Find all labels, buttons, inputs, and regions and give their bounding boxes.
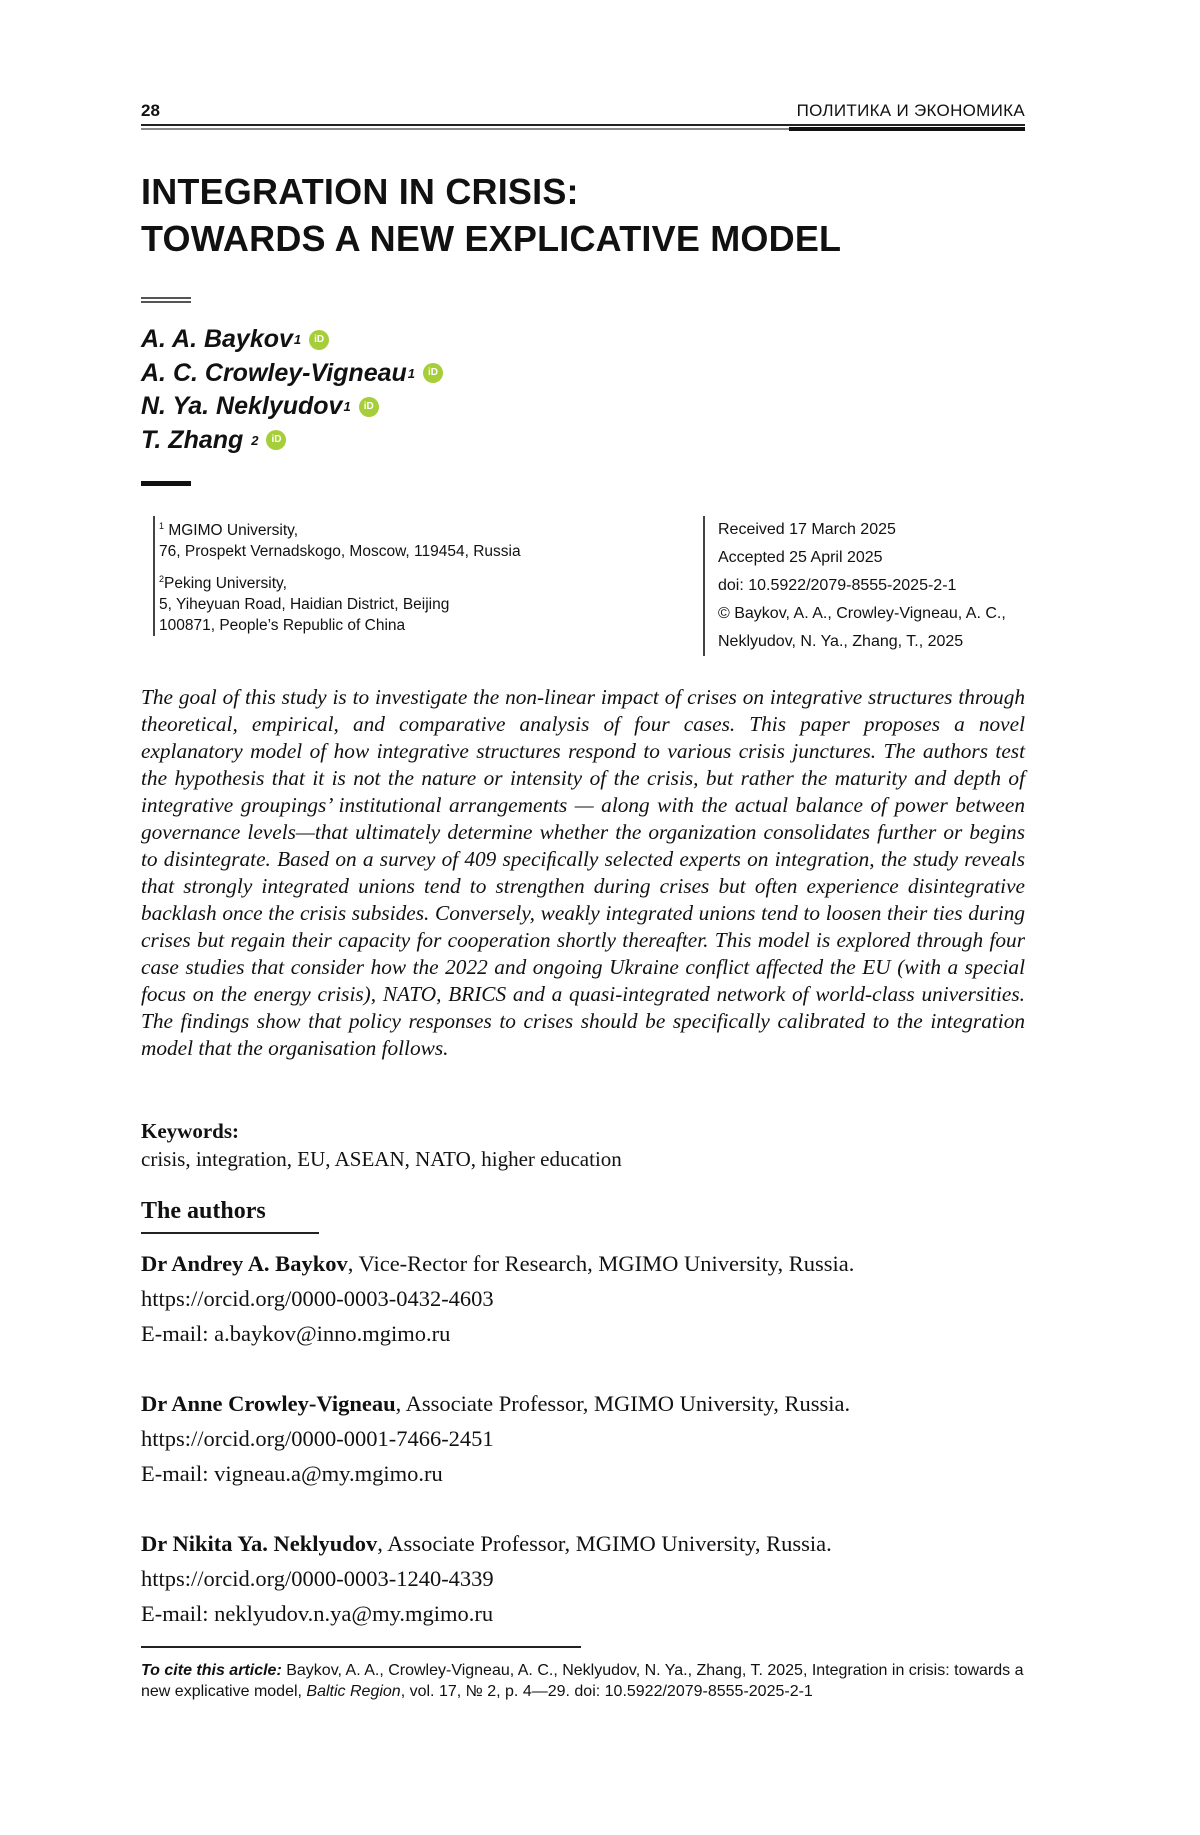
- orcid-link[interactable]: https://orcid.org/0000-0003-0432-4603: [141, 1281, 854, 1316]
- title-line-1: INTEGRATION IN CRISIS:: [141, 168, 841, 215]
- citation: [141, 1660, 1041, 1702]
- author-bio: [141, 1526, 854, 1631]
- author-bios: [141, 1246, 854, 1666]
- author-affiliation: 1: [294, 323, 301, 357]
- authors-heading: The authors: [141, 1198, 266, 1225]
- author: [141, 424, 443, 458]
- affiliation-name: MGIMO University,: [168, 522, 298, 539]
- email[interactable]: E-mail: a.baykov@inno.mgimo.ru: [141, 1316, 854, 1351]
- title-line-2: TOWARDS A NEW EXPLICATIVE MODEL: [141, 215, 841, 262]
- author-affiliation: 2: [251, 424, 258, 458]
- orcid-icon[interactable]: iD: [359, 397, 379, 417]
- affiliation-number: 1: [159, 521, 164, 531]
- affiliation-address: 100871, People’s Republic of China: [159, 615, 521, 636]
- author-list: [141, 323, 443, 457]
- authors-heading-rule: [141, 1232, 319, 1234]
- bio-role: , Associate Professor, MGIMO University, Russia.: [396, 1391, 850, 1416]
- bio-name: Dr Nikita Ya. Neklyudov: [141, 1531, 377, 1556]
- double-rule: [141, 297, 191, 303]
- article-title: [141, 168, 841, 262]
- citation-text: , vol. 17, № 2, p. 4—29. doi: 10.5922/2079-8555-2025-2-1: [401, 1683, 813, 1700]
- orcid-icon[interactable]: iD: [309, 330, 329, 350]
- bio-role: , Vice-Rector for Research, MGIMO University, Russia.: [348, 1251, 855, 1276]
- copyright: Neklyudov, N. Ya., Zhang, T., 2025: [718, 628, 1006, 656]
- citation-text: Baykov, A. A., Crowley-Vigneau, A. C., Neklyudov, N. Ya., Zhang, T. 2025, Integration in crisis: towards a new explicative model,: [141, 1662, 1023, 1700]
- email[interactable]: E-mail: vigneau.a@my.mgimo.ru: [141, 1456, 854, 1491]
- author-name: N. Ya. Neklyudov: [141, 390, 342, 424]
- author: [141, 390, 443, 424]
- bio-name: Dr Anne Crowley-Vigneau: [141, 1391, 396, 1416]
- doi: doi: 10.5922/2079-8555-2025-2-1: [718, 572, 1006, 600]
- orcid-icon[interactable]: iD: [266, 430, 286, 450]
- thick-rule: [141, 481, 191, 486]
- email[interactable]: E-mail: neklyudov.n.ya@my.mgimo.ru: [141, 1596, 854, 1631]
- author-name: A. C. Crowley-Vigneau: [141, 357, 407, 391]
- affiliations: [153, 516, 521, 636]
- bio-name: Dr Andrey A. Baykov: [141, 1251, 348, 1276]
- affiliation-address: 5, Yiheyuan Road, Haidian District, Beijing: [159, 594, 521, 615]
- affiliation-address: 76, Prospekt Vernadskogo, Moscow, 119454, Russia: [159, 541, 521, 562]
- received-date: Received 17 March 2025: [718, 516, 1006, 544]
- orcid-link[interactable]: https://orcid.org/0000-0003-1240-4339: [141, 1561, 854, 1596]
- orcid-icon[interactable]: iD: [423, 363, 443, 383]
- author: [141, 357, 443, 391]
- citation-journal: Baltic Region: [306, 1683, 400, 1700]
- bio-role: , Associate Professor, MGIMO University, Russia.: [377, 1531, 831, 1556]
- footnote-rule: [141, 1646, 581, 1648]
- author-name: A. A. Baykov: [141, 323, 293, 357]
- affiliation-name: Peking University,: [164, 575, 287, 592]
- author-affiliation: 1: [408, 357, 415, 391]
- page-number: 28: [141, 101, 160, 121]
- header-rule: [141, 124, 1025, 130]
- author: [141, 323, 443, 357]
- keywords-value: crisis, integration, EU, ASEAN, NATO, higher education: [141, 1145, 622, 1173]
- citation-label: To cite this article:: [141, 1662, 282, 1679]
- abstract: The goal of this study is to investigate the non-linear impact of crises on integrative structures through theoretical, empirical, and comparative analysis of four cases. This paper proposes a novel explanatory model of how integrative structures respond to various crisis junctures. The authors test the hypothesis that it is not the nature or intensity of the crisis, but rather the maturity and depth of integrative groupings’ institutional arrangements — along with the actual balance of power between governance levels—that ultimately determine whether the organization consolidates further or begins to disintegrate. Based on a survey of 409 speciﬁcally selected experts on integration, the study reveals that strongly integrated unions tend to strengthen during crises but often experience disintegrative backlash once the crisis subsides. Conversely, weakly integrated unions tend to loosen their ties during crises but regain their capacity for cooperation shortly thereafter. This model is explored through four case studies that consider how the 2022 and ongoing Ukraine conflict affected the EU (with a special focus on the energy crisis), NATO, BRICS and a quasi-integrated network of world-class universities. The findings show that policy responses to crises should be specifically calibrated to the integration model that the organisation follows.: [141, 684, 1025, 1062]
- orcid-link[interactable]: https://orcid.org/0000-0001-7466-2451: [141, 1421, 854, 1456]
- keywords-label: Keywords:: [141, 1117, 622, 1145]
- author-bio: [141, 1386, 854, 1491]
- article-dates: [703, 516, 1006, 656]
- author-bio: [141, 1246, 854, 1351]
- author-name: T. Zhang: [141, 424, 250, 458]
- copyright: © Baykov, A. A., Crowley-Vigneau, A. C.,: [718, 600, 1006, 628]
- keywords: [141, 1117, 622, 1173]
- affiliation-number: 2: [159, 574, 164, 584]
- section-title: ПОЛИТИКА И ЭКОНОМИКА: [797, 101, 1025, 121]
- accepted-date: Accepted 25 April 2025: [718, 544, 1006, 572]
- author-affiliation: 1: [343, 390, 350, 424]
